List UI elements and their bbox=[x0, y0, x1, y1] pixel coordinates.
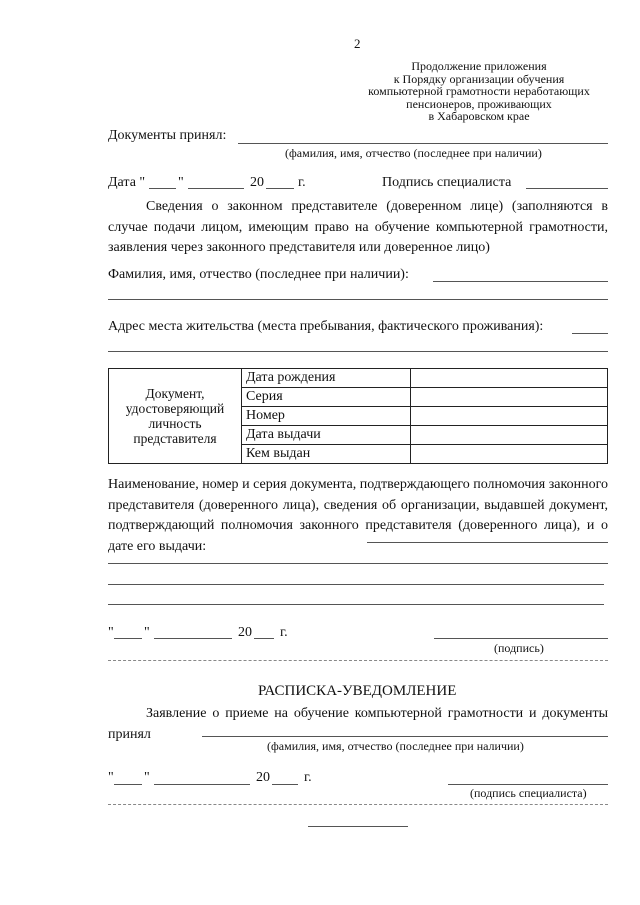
id-field-label: Номер bbox=[242, 407, 411, 426]
representative-intro bbox=[108, 197, 608, 259]
date-quote: " bbox=[178, 175, 184, 190]
receipt-year-prefix: 20 bbox=[256, 770, 270, 785]
specialist-signature-label: Подпись специалиста bbox=[382, 175, 512, 190]
address-label: Адрес места жительства (места пребывания, фактического проживания): bbox=[108, 319, 544, 334]
accepted-label: Документы принял: bbox=[108, 128, 227, 143]
sig1-month-field[interactable] bbox=[154, 638, 232, 639]
id-table-label-line: удостоверяющий bbox=[125, 401, 225, 416]
receipt-name-field[interactable] bbox=[202, 736, 608, 737]
receipt-quote-close: " bbox=[144, 770, 150, 785]
id-table-label bbox=[109, 369, 242, 464]
appendix-header-line: Продолжение приложения bbox=[411, 59, 547, 73]
receipt-month-field[interactable] bbox=[154, 784, 250, 785]
sig1-year-prefix: 20 bbox=[238, 625, 252, 640]
receipt-signature-field[interactable] bbox=[448, 784, 608, 785]
receipt-quote-open: " bbox=[108, 770, 114, 785]
receipt-year-suffix: г. bbox=[304, 770, 312, 785]
id-field-label: Серия bbox=[242, 388, 411, 407]
date-day-field[interactable] bbox=[149, 188, 176, 189]
representative-id-table bbox=[108, 368, 608, 464]
address-field-continued[interactable] bbox=[108, 351, 608, 352]
number-value[interactable] bbox=[411, 407, 608, 426]
id-table-label-line: представителя bbox=[133, 431, 217, 446]
date-year-suffix: г. bbox=[298, 175, 306, 190]
id-field-label: Дата рождения bbox=[242, 369, 411, 388]
date-year-prefix: 20 bbox=[250, 175, 264, 190]
authority-doc-text: Наименование, номер и серия документа, подтверждающего полномочия законного представителя (доверенного лица), сведения об организации, выдавшей документ, подтверждающий полномочия законного представителя (доверенного лица), и о дате его выдачи: bbox=[108, 477, 608, 554]
receipt-day-field[interactable] bbox=[114, 784, 142, 785]
fio-field-continued[interactable] bbox=[108, 299, 608, 300]
receipt-title: РАСПИСКА-УВЕДОМЛЕНИЕ bbox=[258, 683, 457, 699]
authority-doc-line-2[interactable] bbox=[108, 584, 604, 585]
date-label: Дата " bbox=[108, 175, 146, 190]
authority-doc-line-1[interactable] bbox=[108, 563, 608, 564]
date-year-field[interactable] bbox=[266, 188, 294, 189]
series-value[interactable] bbox=[411, 388, 608, 407]
id-table-label-line: Документ, bbox=[145, 386, 205, 401]
receipt-cut-line bbox=[108, 804, 608, 805]
appendix-header-line: к Порядку организации обучения bbox=[393, 71, 565, 86]
date-month-field[interactable] bbox=[188, 188, 244, 189]
sig1-year-suffix: г. bbox=[280, 625, 288, 640]
fio-field[interactable] bbox=[433, 281, 608, 282]
accepted-name-field[interactable] bbox=[238, 143, 608, 144]
address-field[interactable] bbox=[572, 333, 608, 334]
receipt-year-field[interactable] bbox=[272, 784, 298, 785]
sig1-signature-field[interactable] bbox=[434, 638, 608, 639]
sig1-year-field[interactable] bbox=[254, 638, 274, 639]
page-number: 2 bbox=[354, 36, 361, 51]
sig1-quote-close: " bbox=[144, 625, 150, 640]
appendix-header bbox=[350, 60, 608, 123]
authority-doc-line-3[interactable] bbox=[108, 604, 604, 605]
fio-label: Фамилия, имя, отчество (последнее при наличии): bbox=[108, 267, 409, 282]
receipt-sign-hint: (подпись специалиста) bbox=[470, 786, 587, 800]
id-field-label: Дата выдачи bbox=[242, 426, 411, 445]
sig1-day-field[interactable] bbox=[114, 638, 142, 639]
issued-by-value[interactable] bbox=[411, 445, 608, 464]
birth-date-value[interactable] bbox=[411, 369, 608, 388]
receipt-text: Заявление о приеме на обучение компьютерной грамотности и документы принял bbox=[108, 706, 608, 742]
sig1-quote-open: " bbox=[108, 625, 114, 640]
issue-date-value[interactable] bbox=[411, 426, 608, 445]
authority-doc-field[interactable] bbox=[367, 542, 608, 543]
appendix-header-line: в Хабаровском крае bbox=[428, 109, 530, 123]
sig1-sign-hint: (подпись) bbox=[494, 641, 544, 655]
cut-line bbox=[108, 660, 608, 661]
receipt-hint: (фамилия, имя, отчество (последнее при наличии) bbox=[267, 739, 524, 753]
representative-intro-text: Сведения о законном представителе (доверенном лице) (заполняются в случае подачи лицом, имеющим право на обучение компьютерной грамотности, заявления через законного представителя или доверенное лицо) bbox=[108, 199, 608, 255]
id-table-label-line: личность bbox=[148, 416, 202, 431]
accepted-hint: (фамилия, имя, отчество (последнее при наличии) bbox=[285, 146, 542, 160]
end-separator bbox=[308, 826, 408, 827]
specialist-signature-field[interactable] bbox=[526, 188, 608, 189]
appendix-header-line: компьютерной грамотности неработающих bbox=[368, 84, 590, 98]
id-field-label: Кем выдан bbox=[242, 445, 411, 464]
table-row bbox=[109, 369, 608, 388]
appendix-header-line: пенсионеров, проживающих bbox=[406, 96, 552, 111]
